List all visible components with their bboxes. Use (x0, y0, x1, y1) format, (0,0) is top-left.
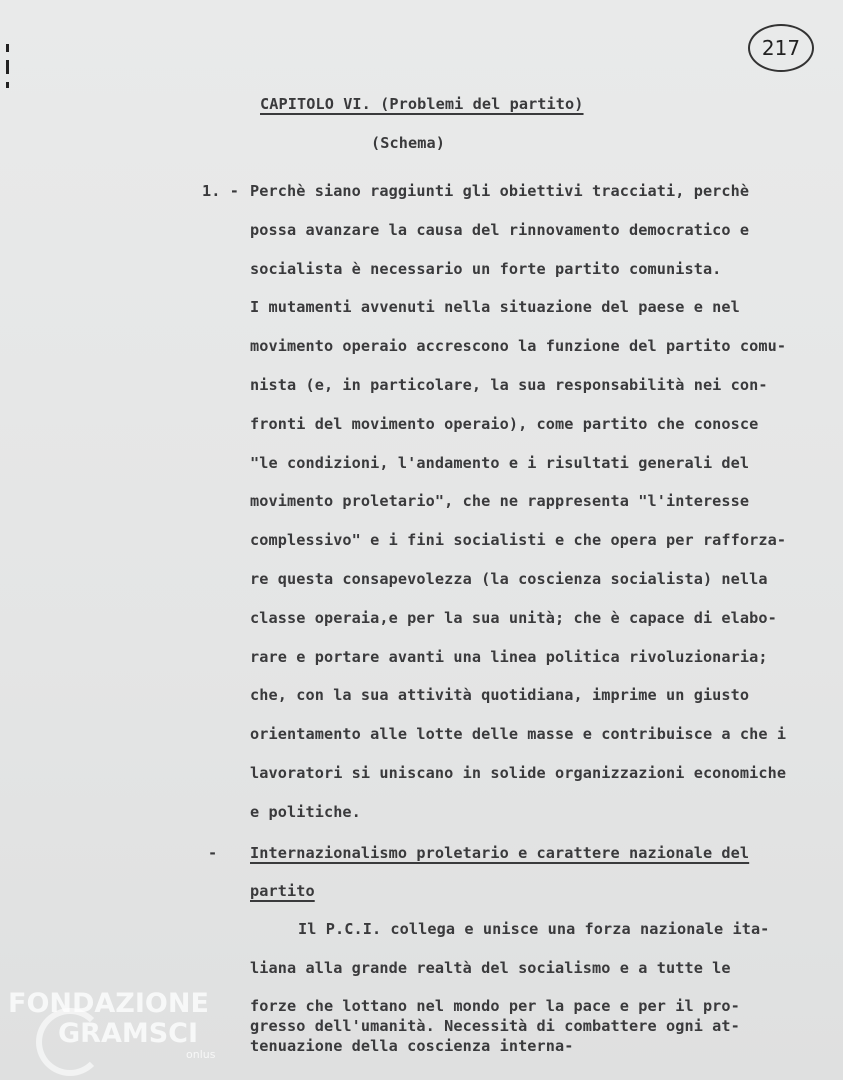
section2-heading-line-1: Internazionalismo proletario e carattere nazionale del (250, 844, 750, 862)
paragraph-1-line: orientamento alle lotte delle masse e contribuisce a che i (250, 725, 787, 744)
paragraph-1-line: movimento proletario", che ne rappresenta "l'interesse (250, 492, 750, 511)
paragraph-1-line: "le condizioni, l'andamento e i risultati generali del (250, 453, 750, 472)
paragraph-1-line: fronti del movimento operaio), come partito che conosce (250, 414, 759, 433)
paragraph-1-line: re questa consapevolezza (la coscienza socialista) nella (250, 570, 768, 588)
paragraph-1-line: classe operaia,e per la sua unità; che è capace di elabo- (250, 608, 777, 627)
fondazione-gramsci-watermark (8, 988, 218, 1078)
watermark-line-1: FONDAZIONE (8, 988, 209, 1019)
paragraph-1-line: che, con la sua attività quotidiana, imprime un giusto (250, 686, 750, 705)
chapter-title: CAPITOLO VI. (Problemi del partito) (260, 95, 584, 113)
paragraph-1-line: socialista è necessario un forte partito comunista. (250, 259, 722, 278)
paragraph-2-line: gresso dell'umanità. Necessità di combattere ogni at- (250, 1017, 740, 1035)
section2-heading-line-2: partito (250, 882, 315, 900)
paragraph-2-line: tenuazione della coscienza interna- (250, 1037, 574, 1055)
paragraph-1-line: possa avanzare la causa del rinnovamento democratico e (250, 220, 750, 239)
paragraph-2-line: liana alla grande realtà del socialismo e a tutte le (250, 959, 731, 977)
paragraph-1-line: complessivo" e i fini socialisti e che opera per rafforza- (250, 531, 787, 550)
watermark-line-3: onlus (186, 1048, 216, 1061)
paragraph-1-line: lavoratori si uniscano in solide organizzazioni economiche (250, 764, 787, 782)
paragraph-1-line: movimento operaio accrescono la funzione del partito comu- (250, 337, 787, 356)
watermark-line-2: GRAMSCI (58, 1018, 199, 1049)
section2-marker: - (208, 844, 218, 862)
binder-mark (6, 44, 9, 90)
paragraph-2-line: Il P.C.I. collega e unisce una forza nazionale ita- (298, 920, 770, 938)
paragraph-2-line: forze che lottano nel mondo per la pace e per il pro- (250, 997, 740, 1015)
page-number: 217 (748, 24, 814, 72)
paragraph-1-line: e politiche. (250, 802, 361, 821)
paragraph-1-line: rare e portare avanti una linea politica rivoluzionaria; (250, 647, 768, 666)
paragraph-1-line: I mutamenti avvenuti nella situazione del paese e nel (250, 298, 740, 317)
paragraph-1-line: Perchè siano raggiunti gli obiettivi tracciati, perchè (250, 182, 750, 200)
paragraph-1-line: nista (e, in particolare, la sua responsabilità nei con- (250, 376, 768, 394)
subtitle: (Schema) (371, 134, 445, 152)
section1-marker: 1. - (202, 182, 239, 200)
